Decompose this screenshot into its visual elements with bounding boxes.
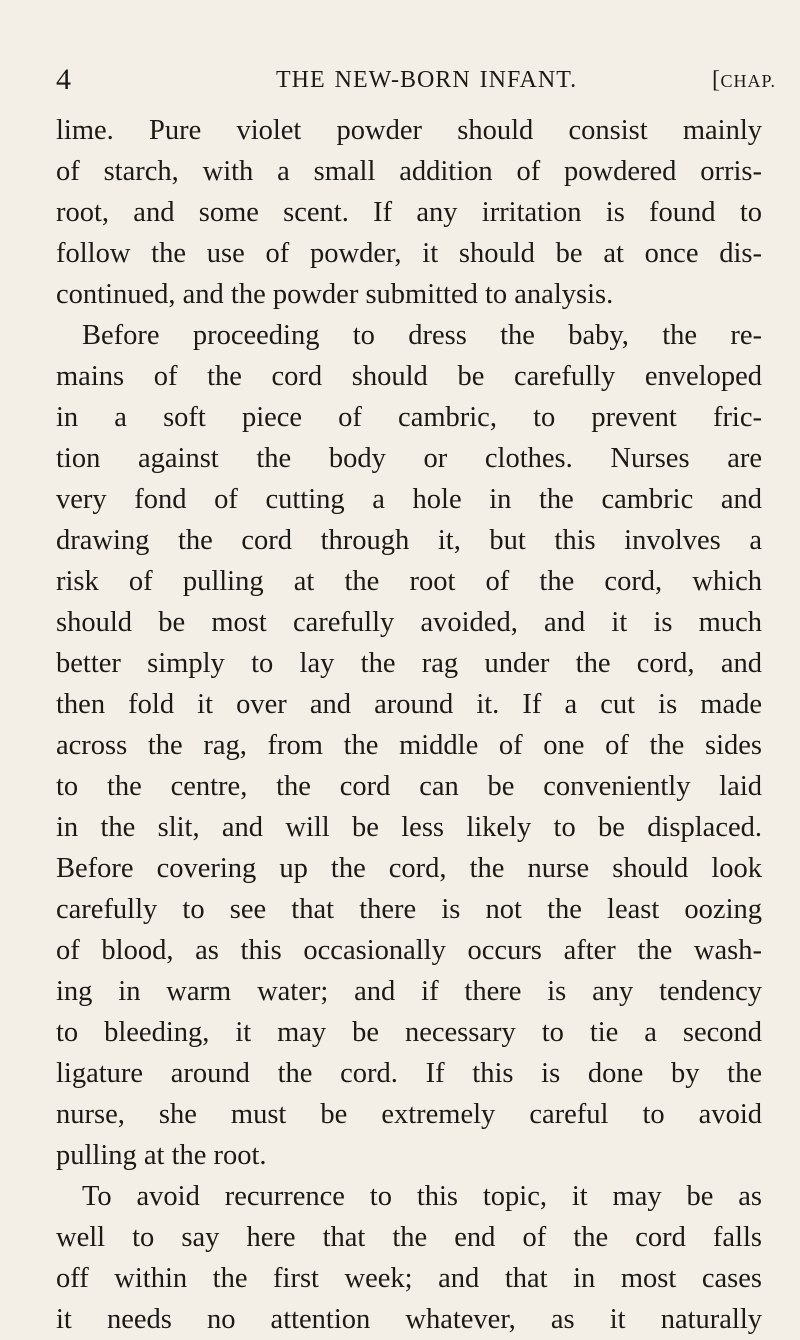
text-line: should be most carefully avoided, and it is much	[56, 607, 762, 638]
text-line: tion against the body or clothes. Nurses are	[56, 443, 762, 474]
text-line: to the centre, the cord can be conveniently laid	[56, 771, 762, 802]
page-number: 4	[56, 63, 71, 96]
text-line: well to say here that the end of the cord falls	[56, 1222, 762, 1253]
text-line: risk of pulling at the root of the cord, which	[56, 566, 762, 597]
text-line: nurse, she must be extremely careful to avoid	[56, 1099, 762, 1130]
text-line: follow the use of powder, it should be at once dis-	[56, 238, 762, 269]
text-line: ing in warm water; and if there is any tendency	[56, 976, 762, 1007]
text-line: lime. Pure violet powder should consist mainly	[56, 115, 762, 146]
text-line: of blood, as this occasionally occurs after the wash-	[56, 935, 762, 966]
chapter-mark	[712, 60, 776, 101]
text-line: drawing the cord through it, but this involves a	[56, 525, 762, 556]
text-line: to bleeding, it may be necessary to tie a second	[56, 1017, 762, 1048]
chapter-bracket: [	[711, 67, 721, 93]
text-line: then fold it over and around it. If a cut is made	[56, 689, 762, 720]
page-header	[56, 60, 776, 100]
text-line: Before covering up the cord, the nurse should look	[56, 853, 762, 884]
body-text	[56, 110, 762, 1340]
text-line: ligature around the cord. If this is done by the	[56, 1058, 762, 1089]
text-line: across the rag, from the middle of one of the sides	[56, 730, 762, 761]
text-line: of starch, with a small addition of powdered orris-	[56, 156, 762, 187]
text-line: it needs no attention whatever, as it naturally	[56, 1304, 762, 1335]
chapter-label: CHAP.	[720, 71, 776, 91]
text-line: in a soft piece of cambric, to prevent fric-	[56, 402, 762, 433]
text-line: carefully to see that there is not the least oozing	[56, 894, 762, 925]
running-title: THE NEW-BORN INFANT.	[276, 67, 578, 93]
text-line: better simply to lay the rag under the cord, and	[56, 648, 762, 679]
text-line: root, and some scent. If any irritation is found to	[56, 197, 762, 228]
paragraph-start-line: To avoid recurrence to this topic, it may be as	[82, 1181, 762, 1212]
text-line: very fond of cutting a hole in the cambric and	[56, 484, 762, 515]
text-line: pulling at the root.	[56, 1140, 267, 1171]
paragraph-start-line: Before proceeding to dress the baby, the re-	[82, 320, 762, 351]
text-line: off within the first week; and that in most cases	[56, 1263, 762, 1294]
text-line: continued, and the powder submitted to analysis.	[56, 279, 614, 310]
text-line: in the slit, and will be less likely to be displaced.	[56, 812, 762, 843]
text-line: mains of the cord should be carefully enveloped	[56, 361, 762, 392]
